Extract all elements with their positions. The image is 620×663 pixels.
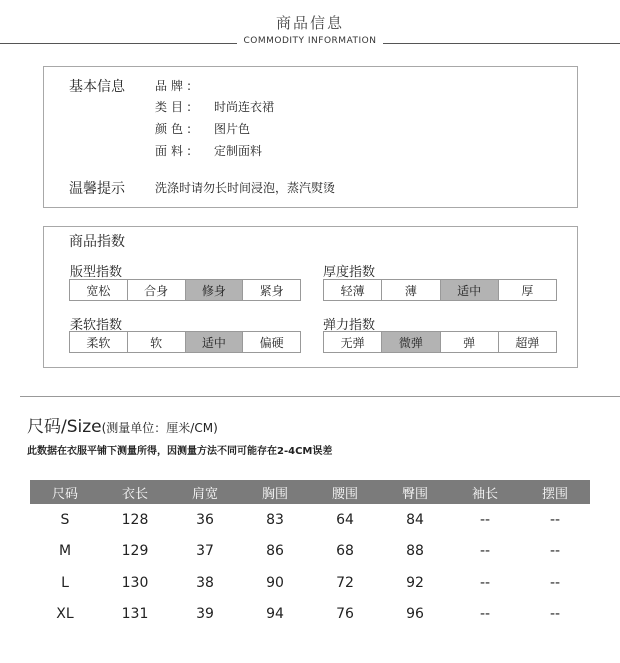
table-cell: -- bbox=[549, 606, 561, 623]
table-header-cell: 腰围 bbox=[331, 486, 358, 502]
field-key-category: 类目: bbox=[155, 100, 196, 114]
scale-option: 薄 bbox=[382, 280, 440, 300]
table-cell: 37 bbox=[196, 543, 214, 560]
section-subtitle: COMMODITY INFORMATION bbox=[0, 36, 620, 46]
table-cell: -- bbox=[479, 574, 491, 591]
field-value-color: 图片色 bbox=[214, 122, 251, 136]
scale-option: 超弹 bbox=[515, 335, 540, 350]
scale-option: 无弹 bbox=[324, 332, 382, 352]
table-cell: 76 bbox=[336, 606, 354, 623]
elasticity-index-title: 弹力指数 bbox=[323, 318, 376, 333]
table-header-row bbox=[30, 480, 590, 504]
table-cell: M bbox=[58, 543, 72, 560]
thickness-index-title: 厚度指数 bbox=[323, 265, 376, 280]
table-header-cell: 袖长 bbox=[471, 486, 498, 502]
size-title: 尺码/Size(测量单位：厘米/CM) bbox=[27, 417, 218, 437]
table-cell: 72 bbox=[336, 574, 354, 591]
section-title: 商品信息 bbox=[275, 14, 344, 32]
table-header-cell: 衣长 bbox=[121, 486, 148, 502]
table-cell: 88 bbox=[406, 543, 424, 560]
tip-label: 温馨提示 bbox=[69, 181, 125, 197]
table-row bbox=[30, 536, 590, 568]
table-cell: 84 bbox=[406, 511, 424, 528]
field-key-fabric: 面料: bbox=[155, 144, 196, 158]
scale-option: 微弹 bbox=[382, 332, 440, 352]
table-cell: 36 bbox=[196, 511, 214, 528]
table-cell: 90 bbox=[266, 574, 284, 591]
softness-index-title: 柔软指数 bbox=[70, 318, 123, 333]
scale-option: 偏硬 bbox=[259, 335, 284, 350]
table-header-cell: 臀围 bbox=[401, 486, 428, 502]
table-cell: -- bbox=[479, 511, 491, 528]
table-cell: XL bbox=[56, 606, 74, 623]
table-cell: 96 bbox=[406, 606, 424, 623]
product-index-label: 商品指数 bbox=[69, 234, 125, 250]
thickness-index-scale bbox=[323, 279, 557, 301]
divider bbox=[20, 396, 620, 397]
table-cell: -- bbox=[549, 574, 561, 591]
field-key-brand: 品牌: bbox=[155, 79, 196, 93]
table-header-cell: 胸围 bbox=[261, 486, 288, 502]
fit-index-scale bbox=[69, 279, 301, 301]
scale-option: 弹 bbox=[441, 332, 499, 352]
table-cell: 68 bbox=[336, 543, 354, 560]
table-row bbox=[30, 599, 590, 631]
table-row bbox=[30, 567, 590, 599]
scale-option: 宽松 bbox=[70, 280, 128, 300]
scale-option: 适中 bbox=[441, 280, 499, 300]
table-cell: 131 bbox=[121, 606, 149, 623]
table-header-cell: 尺码 bbox=[51, 486, 78, 502]
scale-option: 轻薄 bbox=[324, 280, 382, 300]
field-key-color: 颜色: bbox=[155, 122, 196, 136]
table-header-cell: 肩宽 bbox=[191, 486, 218, 502]
table-cell: 86 bbox=[266, 543, 284, 560]
scale-option: 厚 bbox=[521, 283, 534, 298]
table-cell: S bbox=[60, 511, 70, 528]
basic-info-label: 基本信息 bbox=[69, 79, 125, 95]
size-unit: (测量单位：厘米/CM) bbox=[101, 421, 218, 435]
scale-option: 修身 bbox=[186, 280, 244, 300]
table-cell: 83 bbox=[266, 511, 284, 528]
size-note: 此数据在衣服平铺下测量所得，因测量方法不同可能存在2-4CM误差 bbox=[27, 446, 333, 457]
table-cell: 39 bbox=[196, 606, 214, 623]
table-cell: 128 bbox=[121, 511, 149, 528]
table-cell: 38 bbox=[196, 574, 214, 591]
table-cell: L bbox=[61, 574, 69, 591]
scale-option: 紧身 bbox=[259, 283, 284, 298]
tip-text: 洗涤时请勿长时间浸泡，蒸汽熨烫 bbox=[155, 181, 336, 195]
scale-option: 柔软 bbox=[70, 332, 128, 352]
softness-index-scale bbox=[69, 331, 301, 353]
table-cell: 130 bbox=[121, 574, 149, 591]
field-value-category: 时尚连衣裙 bbox=[214, 100, 275, 114]
elasticity-index-scale bbox=[323, 331, 557, 353]
fit-index-title: 版型指数 bbox=[70, 265, 123, 280]
field-value-fabric: 定制面料 bbox=[214, 144, 263, 158]
table-cell: 64 bbox=[336, 511, 354, 528]
table-cell: 129 bbox=[121, 543, 149, 560]
table-cell: -- bbox=[479, 543, 491, 560]
size-table bbox=[30, 480, 590, 630]
table-cell: -- bbox=[479, 606, 491, 623]
table-header-cell: 摆围 bbox=[541, 486, 568, 502]
table-cell: 92 bbox=[406, 574, 424, 591]
table-row bbox=[30, 504, 590, 536]
table-cell: -- bbox=[549, 543, 561, 560]
scale-option: 适中 bbox=[186, 332, 244, 352]
table-cell: -- bbox=[549, 511, 561, 528]
scale-option: 软 bbox=[128, 332, 186, 352]
table-cell: 94 bbox=[266, 606, 284, 623]
scale-option: 合身 bbox=[128, 280, 186, 300]
